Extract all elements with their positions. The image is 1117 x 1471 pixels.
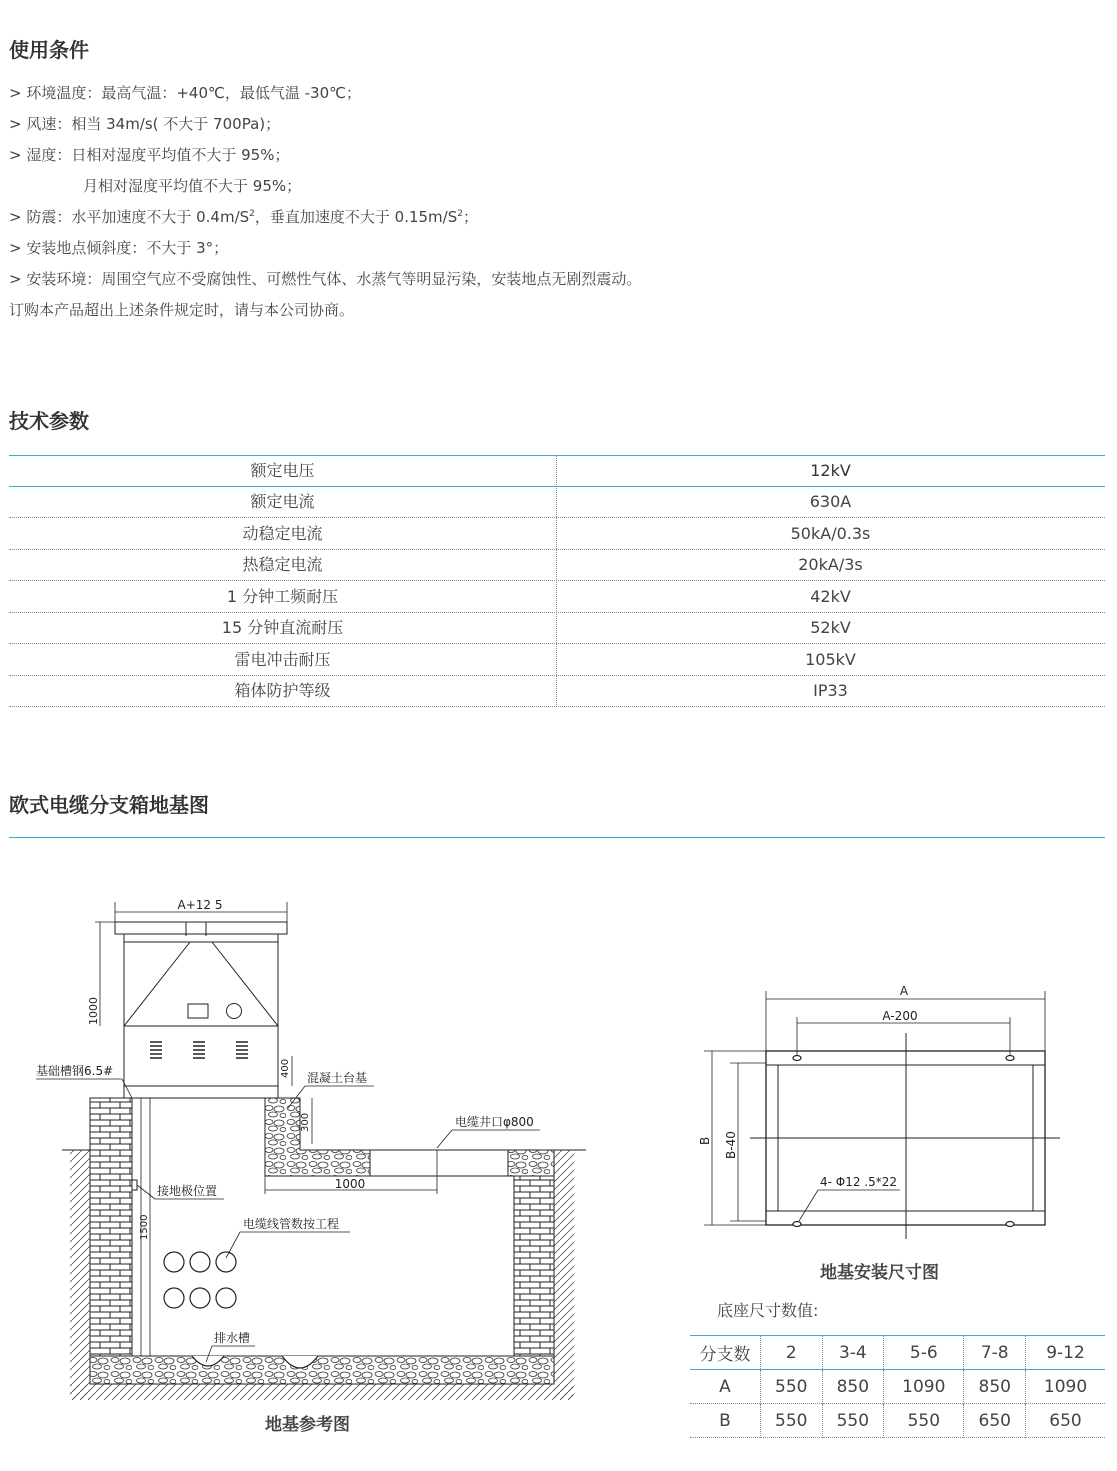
param-name: 15 分钟直流耐压	[221, 618, 344, 637]
table-header-cell: 2	[761, 1336, 823, 1370]
dim-a: A	[899, 984, 909, 998]
param-name: 箱体防护等级	[234, 681, 331, 700]
label-holes: 4- Φ12 .5*22	[820, 1175, 898, 1189]
left-brick-wall	[90, 1098, 132, 1384]
param-value: 12kV	[810, 461, 851, 480]
foundation-title: 欧式电缆分支箱地基图	[9, 793, 209, 817]
dim-1500: 1500	[139, 1214, 150, 1240]
cable-pipes	[164, 1252, 236, 1308]
table-row	[9, 455, 1105, 487]
table-cell: 850	[822, 1370, 884, 1404]
table-cell: B	[719, 1410, 731, 1431]
table-row	[9, 518, 1105, 550]
table-row	[9, 487, 1105, 518]
conditions-title: 使用条件	[9, 38, 89, 62]
param-name: 额定电流	[250, 492, 315, 511]
table-cell: 550	[761, 1404, 823, 1438]
label-cable-pipes: 电缆线管数按工程	[243, 1217, 340, 1231]
condition-wind: > 风速：相当 34m/s( 不大于 700Pa)；	[9, 115, 281, 133]
param-name: 额定电压	[250, 461, 315, 480]
gravel-bottom	[90, 1356, 554, 1384]
param-value: 630A	[809, 492, 852, 511]
table-row	[9, 581, 1105, 613]
table-row	[690, 1404, 1105, 1438]
dim-a200: A-200	[882, 1009, 918, 1023]
table-row	[9, 676, 1105, 707]
label-channel-steel: 基础槽钢6.5#	[36, 1064, 114, 1078]
table-cell: 850	[964, 1370, 1026, 1404]
label-drain: 排水槽	[214, 1331, 251, 1345]
table-cell: 1090	[1026, 1370, 1105, 1404]
table-cell: 1090	[884, 1370, 964, 1404]
right-diagram-caption: 地基安装尺寸图	[820, 1263, 939, 1283]
left-diagram-caption: 地基参考图	[265, 1415, 350, 1435]
table-cell: A	[719, 1376, 731, 1397]
dim-300: 300	[300, 1112, 311, 1132]
tech-title: 技术参数	[9, 409, 89, 433]
table-cell: 550	[884, 1404, 964, 1438]
dim-400: 400	[280, 1058, 291, 1078]
param-name: 1 分钟工频耐压	[226, 587, 339, 606]
condition-seismic: > 防震：水平加速度不大于 $0.4m/S^2$，垂直加速度不大于 $0.15m/S^2$；	[9, 208, 478, 226]
dim-1000: 1000	[334, 1177, 366, 1191]
table-cell: 650	[1026, 1404, 1105, 1438]
table-cell: 550	[761, 1370, 823, 1404]
table-cell: 650	[964, 1404, 1026, 1438]
right-brick-wall	[514, 1170, 554, 1384]
table-header-cell: 分支数	[699, 1345, 751, 1365]
foundation-install-diagram	[690, 975, 1090, 1245]
label-ground-electrode: 接地极位置	[157, 1184, 218, 1198]
label-cable-well: 电缆井口φ800	[455, 1115, 534, 1129]
table-row	[9, 613, 1105, 644]
table-row	[690, 1370, 1105, 1404]
ground-electrode	[132, 1180, 137, 1190]
param-value: 42kV	[810, 587, 851, 606]
bolt-holes	[793, 1056, 1014, 1227]
condition-humidity-daily: > 湿度：日相对湿度平均值不大于 95%；	[9, 146, 290, 164]
param-value: 105kV	[805, 650, 856, 669]
foundation-reference-diagram	[0, 880, 600, 1400]
concrete-rim	[508, 1150, 554, 1176]
table-header-cell: 5-6	[884, 1336, 964, 1370]
table-row	[9, 550, 1105, 581]
dim-b: B	[698, 1136, 712, 1145]
table-header-cell: 3-4	[822, 1336, 884, 1370]
cable-box	[115, 922, 287, 1098]
param-value: 20kA/3s	[798, 555, 863, 574]
concrete-platform	[265, 1098, 370, 1176]
condition-temperature: > 环境温度：最高气温：+40℃，最低气温 -30℃；	[9, 84, 361, 102]
base-size-table	[690, 1335, 1105, 1438]
param-value: 50kA/0.3s	[790, 524, 871, 543]
condition-note: 订购本产品超出上述条件规定时，请与本公司协商。	[9, 301, 355, 319]
label-concrete-base: 混凝土台基	[307, 1071, 368, 1085]
table-row	[9, 644, 1105, 676]
condition-humidity-monthly: 月相对湿度平均值不大于 95%；	[83, 177, 302, 195]
param-value: IP33	[813, 681, 848, 700]
param-name: 热稳定电流	[242, 555, 323, 574]
param-name: 动稳定电流	[242, 524, 323, 543]
table-header-cell: 9-12	[1026, 1336, 1105, 1370]
param-value: 52kV	[810, 618, 851, 637]
table-header-cell: 7-8	[964, 1336, 1026, 1370]
condition-tilt: > 安装地点倾斜度：不大于 3°；	[9, 239, 229, 257]
dim-height: 1000	[87, 997, 100, 1025]
base-table-title: 底座尺寸数值:	[717, 1301, 819, 1320]
foundation-title-line	[9, 837, 1105, 838]
param-name: 雷电冲击耐压	[234, 650, 331, 669]
dim-top: A+12 5	[177, 898, 223, 912]
condition-environment: > 安装环境：周围空气应不受腐蚀性、可燃性气体、水蒸气等明显污染，安装地点无剧烈震动。	[9, 270, 642, 288]
table-cell: 550	[822, 1404, 884, 1438]
table-row	[690, 1336, 1105, 1370]
dim-b40: B-40	[724, 1131, 738, 1159]
